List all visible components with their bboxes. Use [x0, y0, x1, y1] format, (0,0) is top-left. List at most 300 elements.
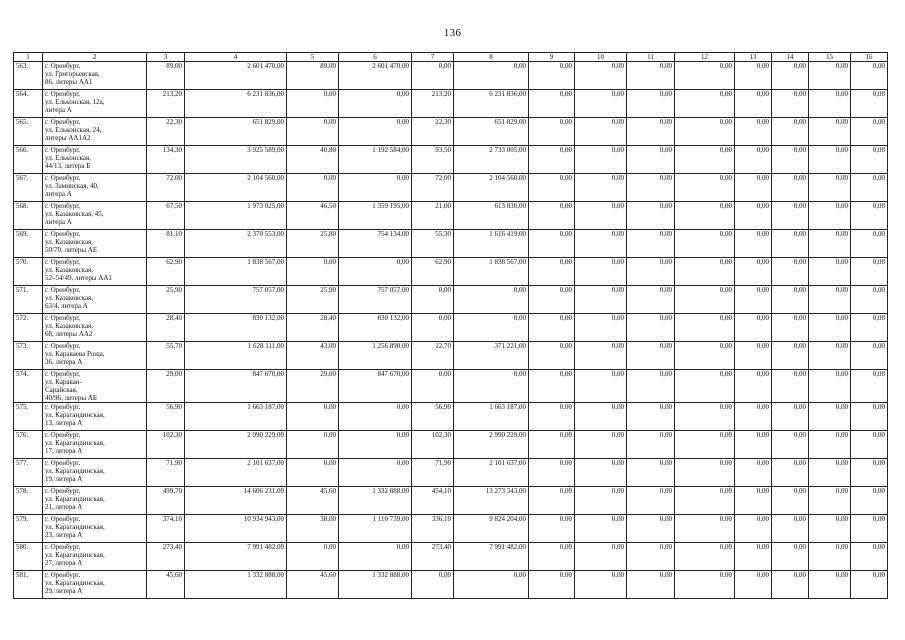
value-cell: 46,50 — [287, 202, 339, 230]
address-cell: г. Оренбург, ул. Карагандинская, 17, литера А — [43, 431, 147, 459]
value-cell: 0,00 — [851, 286, 888, 314]
value-cell: 0,00 — [627, 314, 675, 342]
value-cell: 0,00 — [287, 174, 339, 202]
value-cell: 0,00 — [287, 258, 339, 286]
value-cell: 0,00 — [851, 202, 888, 230]
value-cell: 14 606 231,00 — [185, 487, 287, 515]
value-cell: 0,00 — [575, 515, 627, 543]
value-cell: 0,00 — [735, 146, 772, 174]
value-cell: 0,00 — [772, 314, 809, 342]
value-cell: 0,00 — [735, 431, 772, 459]
column-header: 12 — [675, 53, 735, 62]
value-cell: 0,00 — [339, 459, 412, 487]
value-cell: 0,00 — [575, 342, 627, 370]
value-cell: 0,00 — [735, 403, 772, 431]
value-cell: 0,00 — [529, 431, 575, 459]
value-cell: 0,00 — [735, 90, 772, 118]
value-cell: 0,00 — [575, 459, 627, 487]
value-cell: 0,00 — [772, 62, 809, 90]
value-cell: 0,00 — [454, 571, 529, 599]
value-cell: 2 101 637,00 — [185, 459, 287, 487]
value-cell: 0,00 — [809, 230, 851, 258]
value-cell: 45,60 — [147, 571, 185, 599]
row-number: 581. — [14, 571, 43, 599]
column-header: 1 — [14, 53, 43, 62]
value-cell: 25,90 — [287, 286, 339, 314]
value-cell: 6 231 836,00 — [454, 90, 529, 118]
value-cell: 1 110 739,00 — [339, 515, 412, 543]
value-cell: 273,40 — [147, 543, 185, 571]
value-cell: 1 663 187,00 — [454, 403, 529, 431]
row-number: 566. — [14, 146, 43, 174]
value-cell: 1 192 584,00 — [339, 146, 412, 174]
value-cell: 102,30 — [147, 431, 185, 459]
address-cell: г. Оренбург, ул. Казаковская, 52–54/49, литеры АА1 — [43, 258, 147, 286]
value-cell: 3 925 589,00 — [185, 146, 287, 174]
value-cell: 0,00 — [529, 146, 575, 174]
column-header: 13 — [735, 53, 772, 62]
value-cell: 0,00 — [529, 174, 575, 202]
value-cell: 0,00 — [675, 258, 735, 286]
value-cell: 0,00 — [627, 230, 675, 258]
value-cell: 29,00 — [147, 370, 185, 403]
value-cell: 847 670,00 — [185, 370, 287, 403]
value-cell: 0,00 — [287, 459, 339, 487]
value-cell: 0,00 — [412, 370, 454, 403]
value-cell: 0,00 — [772, 258, 809, 286]
value-cell: 1 973 025,00 — [185, 202, 287, 230]
value-cell: 0,00 — [454, 286, 529, 314]
value-cell: 81,10 — [147, 230, 185, 258]
table-row — [14, 230, 888, 258]
value-cell: 0,00 — [575, 286, 627, 314]
address-cell: г. Оренбург, ул. Ельконская, 24, литеры АА1А2 — [43, 118, 147, 146]
row-number: 567. — [14, 174, 43, 202]
row-number: 580. — [14, 543, 43, 571]
value-cell: 0,00 — [529, 515, 575, 543]
table-row — [14, 342, 888, 370]
value-cell: 213,20 — [412, 90, 454, 118]
value-cell: 0,00 — [851, 230, 888, 258]
value-cell: 1 332 888,00 — [185, 571, 287, 599]
address-cell: г. Оренбург, ул. Казаковская, 50/70, литеры АЕ — [43, 230, 147, 258]
value-cell: 7 991 482,00 — [454, 543, 529, 571]
table-row — [14, 314, 888, 342]
row-number: 574. — [14, 370, 43, 403]
value-cell: 0,00 — [809, 543, 851, 571]
value-cell: 0,00 — [529, 403, 575, 431]
value-cell: 0,00 — [575, 90, 627, 118]
value-cell: 0,00 — [675, 342, 735, 370]
column-header: 7 — [412, 53, 454, 62]
value-cell: 0,00 — [627, 403, 675, 431]
value-cell: 0,00 — [627, 118, 675, 146]
value-cell: 0,00 — [772, 286, 809, 314]
value-cell: 0,00 — [675, 202, 735, 230]
row-number: 563. — [14, 62, 43, 90]
value-cell: 0,00 — [675, 487, 735, 515]
value-cell: 371 221,00 — [454, 342, 529, 370]
value-cell: 0,00 — [627, 286, 675, 314]
value-cell: 0,00 — [575, 118, 627, 146]
value-cell: 0,00 — [627, 571, 675, 599]
value-cell: 0,00 — [675, 459, 735, 487]
value-cell: 0,00 — [851, 314, 888, 342]
value-cell: 0,00 — [851, 515, 888, 543]
value-cell: 0,00 — [851, 174, 888, 202]
table-row — [14, 202, 888, 230]
value-cell: 45,60 — [287, 487, 339, 515]
value-cell: 2 990 229,00 — [185, 431, 287, 459]
value-cell: 29,00 — [287, 370, 339, 403]
address-cell: г. Оренбург, ул. Григорьевская, 86, литеры АА1 — [43, 62, 147, 90]
value-cell: 0,00 — [772, 230, 809, 258]
value-cell: 89,00 — [287, 62, 339, 90]
value-cell: 0,00 — [772, 342, 809, 370]
value-cell: 21,00 — [412, 202, 454, 230]
value-cell: 0,00 — [809, 459, 851, 487]
data-table — [13, 52, 888, 599]
value-cell: 0,00 — [675, 118, 735, 146]
value-cell: 28,40 — [147, 314, 185, 342]
value-cell: 0,00 — [735, 459, 772, 487]
value-cell: 0,00 — [529, 342, 575, 370]
value-cell: 0,00 — [735, 487, 772, 515]
value-cell: 0,00 — [575, 314, 627, 342]
value-cell: 0,00 — [529, 202, 575, 230]
table-body — [14, 62, 888, 599]
value-cell: 0,00 — [287, 118, 339, 146]
value-cell: 38,00 — [287, 515, 339, 543]
column-header: 8 — [454, 53, 529, 62]
table-row — [14, 543, 888, 571]
value-cell: 0,00 — [412, 62, 454, 90]
value-cell: 0,00 — [627, 515, 675, 543]
value-cell: 0,00 — [772, 202, 809, 230]
value-cell: 0,00 — [412, 571, 454, 599]
value-cell: 0,00 — [772, 515, 809, 543]
table-row — [14, 459, 888, 487]
table-row — [14, 62, 888, 90]
value-cell: 0,00 — [851, 543, 888, 571]
value-cell: 0,00 — [851, 118, 888, 146]
column-header: 15 — [809, 53, 851, 62]
value-cell: 67,50 — [147, 202, 185, 230]
row-number: 578. — [14, 487, 43, 515]
value-cell: 0,00 — [735, 202, 772, 230]
value-cell: 0,00 — [809, 342, 851, 370]
value-cell: 0,00 — [627, 543, 675, 571]
value-cell: 0,00 — [675, 62, 735, 90]
value-cell: 0,00 — [529, 258, 575, 286]
value-cell: 0,00 — [735, 571, 772, 599]
page-number: 136 — [443, 27, 462, 39]
value-cell: 651 829,00 — [454, 118, 529, 146]
value-cell: 43,00 — [287, 342, 339, 370]
value-cell: 0,00 — [772, 90, 809, 118]
value-cell: 0,00 — [575, 174, 627, 202]
row-number: 577. — [14, 459, 43, 487]
value-cell: 55,30 — [412, 230, 454, 258]
value-cell: 0,00 — [529, 314, 575, 342]
value-cell: 1 332 888,00 — [339, 571, 412, 599]
value-cell: 0,00 — [339, 90, 412, 118]
value-cell: 0,00 — [529, 62, 575, 90]
value-cell: 847 670,00 — [339, 370, 412, 403]
value-cell: 0,00 — [287, 543, 339, 571]
value-cell: 13 273 343,00 — [454, 487, 529, 515]
value-cell: 830 132,00 — [339, 314, 412, 342]
value-cell: 0,00 — [529, 90, 575, 118]
value-cell: 0,00 — [809, 431, 851, 459]
value-cell: 0,00 — [529, 487, 575, 515]
value-cell: 0,00 — [851, 431, 888, 459]
value-cell: 0,00 — [675, 515, 735, 543]
value-cell: 25,80 — [287, 230, 339, 258]
value-cell: 0,00 — [575, 543, 627, 571]
column-header: 5 — [287, 53, 339, 62]
value-cell: 10 934 943,00 — [185, 515, 287, 543]
value-cell: 7 991 482,00 — [185, 543, 287, 571]
column-header: 9 — [529, 53, 575, 62]
value-cell: 0,00 — [529, 543, 575, 571]
value-cell: 0,00 — [851, 403, 888, 431]
value-cell: 1 359 195,00 — [339, 202, 412, 230]
value-cell: 0,00 — [575, 571, 627, 599]
value-cell: 0,00 — [809, 370, 851, 403]
row-number: 573. — [14, 342, 43, 370]
value-cell: 0,00 — [772, 174, 809, 202]
value-cell: 0,00 — [627, 174, 675, 202]
value-cell: 0,00 — [575, 230, 627, 258]
table-row — [14, 174, 888, 202]
address-cell: г. Оренбург, ул. Караван- Сарайская, 40/96, литеры АБ — [43, 370, 147, 403]
value-cell: 454,10 — [412, 487, 454, 515]
value-cell: 0,00 — [454, 62, 529, 90]
column-header: 2 — [43, 53, 147, 62]
value-cell: 0,00 — [809, 62, 851, 90]
value-cell: 0,00 — [809, 90, 851, 118]
value-cell: 0,00 — [529, 230, 575, 258]
table-row — [14, 487, 888, 515]
value-cell: 93,50 — [412, 146, 454, 174]
value-cell: 0,00 — [627, 370, 675, 403]
value-cell: 757 057,00 — [185, 286, 287, 314]
value-cell: 1 616 419,00 — [454, 230, 529, 258]
value-cell: 0,00 — [675, 230, 735, 258]
value-cell: 0,00 — [772, 459, 809, 487]
value-cell: 22,30 — [412, 118, 454, 146]
value-cell: 0,00 — [772, 431, 809, 459]
value-cell: 0,00 — [809, 403, 851, 431]
value-cell: 45,60 — [287, 571, 339, 599]
value-cell: 2 101 637,00 — [454, 459, 529, 487]
value-cell: 0,00 — [627, 487, 675, 515]
value-cell: 0,00 — [675, 146, 735, 174]
value-cell: 22,30 — [147, 118, 185, 146]
value-cell: 0,00 — [627, 146, 675, 174]
value-cell: 12,70 — [412, 342, 454, 370]
column-numbers-header — [14, 53, 888, 62]
table-row — [14, 431, 888, 459]
value-cell: 0,00 — [339, 431, 412, 459]
value-cell: 0,00 — [529, 286, 575, 314]
value-cell: 0,00 — [772, 487, 809, 515]
value-cell: 28,40 — [287, 314, 339, 342]
value-cell: 0,00 — [851, 342, 888, 370]
table-row — [14, 146, 888, 174]
value-cell: 0,00 — [772, 571, 809, 599]
value-cell: 651 829,00 — [185, 118, 287, 146]
value-cell: 0,00 — [809, 258, 851, 286]
value-cell: 0,00 — [529, 370, 575, 403]
row-number: 570. — [14, 258, 43, 286]
value-cell: 0,00 — [772, 370, 809, 403]
value-cell: 213,20 — [147, 90, 185, 118]
value-cell: 71,90 — [412, 459, 454, 487]
value-cell: 0,00 — [627, 90, 675, 118]
value-cell: 336,10 — [412, 515, 454, 543]
value-cell: 754 134,00 — [339, 230, 412, 258]
value-cell: 6 231 836,00 — [185, 90, 287, 118]
value-cell: 499,70 — [147, 487, 185, 515]
value-cell: 0,00 — [675, 314, 735, 342]
value-cell: 102,30 — [412, 431, 454, 459]
value-cell: 9 824 204,00 — [454, 515, 529, 543]
value-cell: 0,00 — [575, 62, 627, 90]
row-number: 569. — [14, 230, 43, 258]
value-cell: 0,00 — [809, 286, 851, 314]
value-cell: 0,00 — [735, 543, 772, 571]
value-cell: 0,00 — [339, 174, 412, 202]
value-cell: 0,00 — [675, 90, 735, 118]
value-cell: 613 830,00 — [454, 202, 529, 230]
table-row — [14, 403, 888, 431]
value-cell: 0,00 — [809, 202, 851, 230]
value-cell: 0,00 — [735, 342, 772, 370]
address-cell: г. Оренбург, ул. Заминская, 40, литера А — [43, 174, 147, 202]
value-cell: 0,00 — [675, 571, 735, 599]
value-cell: 0,00 — [575, 202, 627, 230]
value-cell: 72,00 — [147, 174, 185, 202]
value-cell: 0,00 — [735, 230, 772, 258]
table-row — [14, 515, 888, 543]
address-cell: г. Оренбург, ул. Караваева Роща, 36, литера А — [43, 342, 147, 370]
address-cell: г. Оренбург, ул. Казаковская, 68, литеры АА2 — [43, 314, 147, 342]
value-cell: 0,00 — [454, 370, 529, 403]
address-cell: г. Оренбург, ул. Карагандинская, 27, литера А — [43, 543, 147, 571]
row-number: 575. — [14, 403, 43, 431]
value-cell: 56,90 — [147, 403, 185, 431]
value-cell: 134,30 — [147, 146, 185, 174]
table-row — [14, 571, 888, 599]
value-cell: 2 104 560,00 — [185, 174, 287, 202]
value-cell: 0,00 — [851, 146, 888, 174]
value-cell: 62,90 — [412, 258, 454, 286]
table-row — [14, 286, 888, 314]
value-cell: 0,00 — [735, 258, 772, 286]
value-cell: 0,00 — [735, 370, 772, 403]
value-cell: 0,00 — [627, 431, 675, 459]
value-cell: 0,00 — [627, 258, 675, 286]
value-cell: 0,00 — [529, 459, 575, 487]
value-cell: 0,00 — [735, 174, 772, 202]
value-cell: 1 256 890,00 — [339, 342, 412, 370]
value-cell: 0,00 — [339, 403, 412, 431]
value-cell: 0,00 — [339, 118, 412, 146]
row-number: 568. — [14, 202, 43, 230]
row-number: 576. — [14, 431, 43, 459]
value-cell: 0,00 — [735, 515, 772, 543]
value-cell: 2 990 229,00 — [454, 431, 529, 459]
column-header: 11 — [627, 53, 675, 62]
column-header: 10 — [575, 53, 627, 62]
value-cell: 0,00 — [851, 370, 888, 403]
value-cell: 0,00 — [575, 403, 627, 431]
value-cell: 0,00 — [287, 90, 339, 118]
value-cell: 0,00 — [851, 459, 888, 487]
value-cell: 0,00 — [851, 90, 888, 118]
header-row — [14, 53, 888, 62]
value-cell: 374,10 — [147, 515, 185, 543]
value-cell: 0,00 — [809, 314, 851, 342]
address-cell: г. Оренбург, ул. Карагандинская, 13, литера А — [43, 403, 147, 431]
value-cell: 0,00 — [851, 62, 888, 90]
value-cell: 0,00 — [412, 314, 454, 342]
row-number: 565. — [14, 118, 43, 146]
value-cell: 71,90 — [147, 459, 185, 487]
value-cell: 273,40 — [412, 543, 454, 571]
value-cell: 0,00 — [772, 146, 809, 174]
row-number: 564. — [14, 90, 43, 118]
address-cell: г. Оренбург, ул. Ельконская, 44/13, литера Б — [43, 146, 147, 174]
value-cell: 2 370 553,00 — [185, 230, 287, 258]
table-row — [14, 118, 888, 146]
value-cell: 0,00 — [851, 571, 888, 599]
value-cell: 0,00 — [529, 118, 575, 146]
value-cell: 0,00 — [675, 431, 735, 459]
value-cell: 0,00 — [772, 403, 809, 431]
row-number: 572. — [14, 314, 43, 342]
value-cell: 0,00 — [675, 174, 735, 202]
value-cell: 0,00 — [735, 62, 772, 90]
value-cell: 0,00 — [772, 543, 809, 571]
value-cell: 0,00 — [575, 258, 627, 286]
table-row — [14, 90, 888, 118]
value-cell: 0,00 — [735, 286, 772, 314]
value-cell: 0,00 — [675, 370, 735, 403]
value-cell: 2 601 470,00 — [185, 62, 287, 90]
value-cell: 25,90 — [147, 286, 185, 314]
value-cell: 0,00 — [575, 487, 627, 515]
value-cell: 0,00 — [627, 202, 675, 230]
value-cell: 89,00 — [147, 62, 185, 90]
table-row — [14, 258, 888, 286]
column-header: 16 — [851, 53, 888, 62]
address-cell: г. Оренбург, ул. Карагандинская, 23, литера А — [43, 515, 147, 543]
value-cell: 0,00 — [675, 403, 735, 431]
value-cell: 2 601 470,00 — [339, 62, 412, 90]
address-cell: г. Оренбург, ул. Карагандинская, 21, литера А — [43, 487, 147, 515]
value-cell: 0,00 — [809, 487, 851, 515]
value-cell: 0,00 — [575, 431, 627, 459]
value-cell: 757 057,00 — [339, 286, 412, 314]
address-cell: г. Оренбург, ул. Карагандинская, 19, литера А — [43, 459, 147, 487]
row-number: 571. — [14, 286, 43, 314]
value-cell: 0,00 — [287, 403, 339, 431]
value-cell: 0,00 — [454, 314, 529, 342]
value-cell: 0,00 — [772, 118, 809, 146]
